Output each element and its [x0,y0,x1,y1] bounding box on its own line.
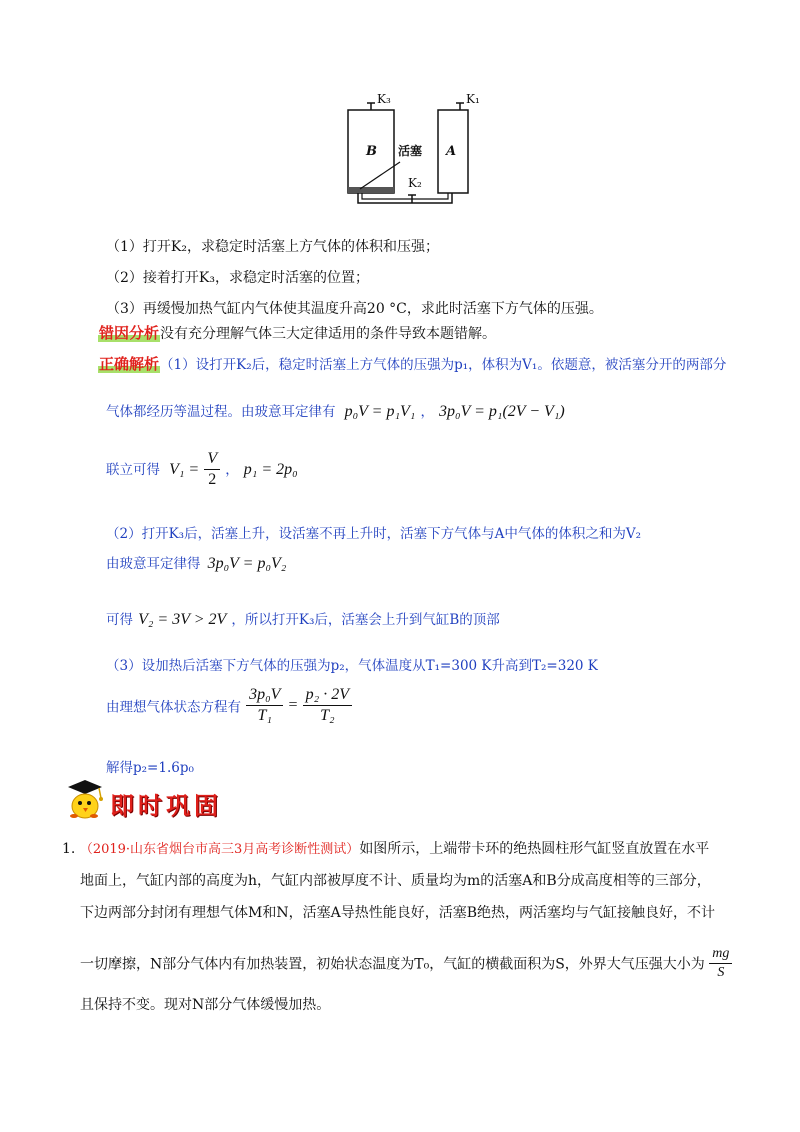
question-3: （3）再缓慢加热气缸内气体使其温度升高20 °C，求此时活塞下方气体的压强。 [106,301,603,317]
equation-5-right: $\frac{\text{p₂ · 2V}}{\text{T₂}}$ [303,686,352,725]
equation-1a: p₀V = p₁V₁ [344,403,416,420]
label-B: B [366,144,377,159]
label-K3: K₃ [377,92,391,106]
solution-step3-line3: 解得p₂=1.6p₀ [106,760,194,776]
problem-line3: 下边两部分封闭有理想气体M和N，活塞A导热性能良好，活塞B绝热，两活塞均与气缸接触良好，不计 [80,905,715,921]
equation-5-equals: = [288,696,298,714]
section-header [64,778,264,824]
problem-line4: 一切摩擦，N部分气体内有加热装置，初始状态温度为T₀，气缸的横截面积为S，外界大气压强大小为 [80,956,705,973]
label-K1: K₁ [466,92,480,106]
solution-step2-line2: 由玻意耳定律得 [106,556,201,572]
problem-source: （2019·山东省烟台市高三3月高考诊断性测试） [79,842,360,857]
equation-2a-lhs: V₁ = [169,461,200,478]
label-piston: 活塞 [398,144,423,158]
error-tag: 错因分析 [99,324,160,342]
label-A: A [446,144,457,159]
solution-step1-line3: 联立可得 [106,462,160,478]
equation-3: 3p₀V = p₀V₂ [207,555,287,572]
section-title: 即时巩固 [110,792,222,820]
solution-first-line [98,353,726,374]
label-K2: K₂ [408,176,422,190]
problem-line5: 且保持不变。现对N部分气体缓慢加热。 [80,997,331,1013]
solution-step2-line3a: 可得 [106,612,133,628]
solution-step3-line1: （3）设加热后活塞下方气体的压强为p₂，气体温度从T₁=300 K升高到T₂=320 K [106,658,598,674]
problem-pressure-fraction: $\frac{mg}{S}$ [709,946,732,981]
solution-step2-line2-row [106,552,286,573]
equation-1b: 3p₀V = p₁(2V − V₁) [439,403,565,420]
equation-5-left: $\frac{\text{3p₀V}}{\text{T₁}}$ [246,686,283,725]
solution-step3-line2-row [106,686,352,725]
solution-step2-line3b: ，所以打开K₃后，活塞会上升到气缸B的顶部 [231,612,500,628]
graduate-chick-icon [64,778,106,822]
error-text: 没有充分理解气体三大定律适用的条件导致本题错解。 [160,326,497,342]
solution-step1-line1: （1）设打开K₂后，稳定时活塞上方气体的压强为p₁，体积为V₁。依题意，被活塞分开的两部分 [160,357,727,373]
problem-line4-row [80,946,732,981]
solution-tag: 正确解析 [99,355,160,373]
problem-line1: 如图所示，上端带卡环的绝热圆柱形气缸竖直放置在水平 [359,841,710,857]
problem-line1-row [62,838,709,858]
question-1: （1）打开K₂，求稳定时活塞上方气体的体积和压强； [106,239,439,255]
solution-step1-line3-row: 联立可得 V₁ = $\frac{V}{2}$ ， p₁ = 2p₀ [106,450,298,488]
equation-2a-fraction: $\frac{V}{2}$ [204,450,220,489]
solution-step3-line2: 由理想气体状态方程有 [106,699,241,716]
error-analysis [98,322,496,343]
problem-number: 1. [62,841,76,857]
solution-step2-line3-row [106,608,500,629]
question-2: （2）接着打开K₃，求稳定时活塞的位置； [106,270,369,286]
equation-4: V₂ = 3V > 2V [138,611,227,628]
solution-step1-line2-row: 气体都经历等温过程。由玻意耳定律有 p₀V = p₁V₁ ， 3p₀V = p₁(2V − V₁) [106,403,565,420]
equation-2b: p₁ = 2p₀ [243,461,298,478]
solution-step2-line1: （2）打开K₃后，活塞上升，设活塞不再上升时，活塞下方气体与A中气体的体积之和为V₂ [106,526,641,542]
solution-step1-line2: 气体都经历等温过程。由玻意耳定律有 [106,404,336,420]
apparatus-diagram [330,90,480,215]
problem-line2: 地面上，气缸内部的高度为h，气缸内部被厚度不计、质量均为m的活塞A和B分成高度相等的三部分， [80,873,711,889]
